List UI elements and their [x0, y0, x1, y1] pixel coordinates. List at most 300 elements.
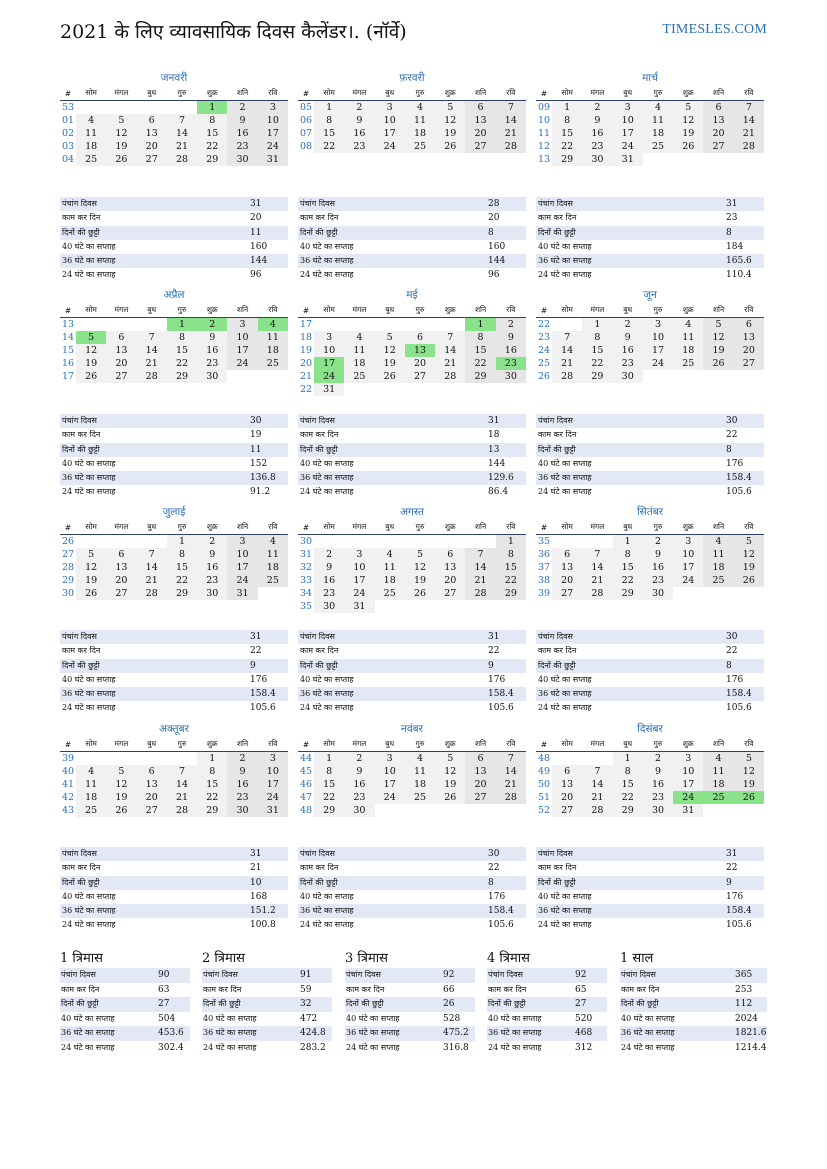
day-cell[interactable]: 12	[734, 548, 764, 561]
day-cell[interactable]: 8	[197, 765, 227, 778]
day-cell[interactable]: 15	[314, 127, 344, 140]
day-cell[interactable]: 5	[106, 114, 136, 127]
day-cell[interactable]: 16	[197, 344, 227, 357]
day-cell[interactable]: 21	[582, 574, 612, 587]
day-cell[interactable]: 21	[137, 574, 167, 587]
day-cell[interactable]: 19	[106, 140, 136, 153]
day-cell[interactable]: 13	[405, 344, 435, 357]
day-cell[interactable]: 9	[314, 561, 344, 574]
day-cell[interactable]: 19	[106, 791, 136, 804]
day-cell[interactable]: 31	[613, 153, 643, 166]
day-cell[interactable]: 23	[496, 357, 526, 370]
day-cell[interactable]: 7	[167, 765, 197, 778]
day-cell[interactable]: 6	[552, 548, 582, 561]
day-cell[interactable]: 24	[375, 140, 405, 153]
day-cell[interactable]: 8	[582, 331, 612, 344]
day-cell[interactable]: 23	[197, 357, 227, 370]
day-cell[interactable]: 18	[258, 344, 288, 357]
day-cell[interactable]: 10	[258, 114, 288, 127]
day-cell[interactable]: 11	[703, 765, 733, 778]
day-cell[interactable]: 15	[582, 344, 612, 357]
day-cell[interactable]: 13	[465, 765, 495, 778]
day-cell[interactable]: 21	[167, 140, 197, 153]
day-cell[interactable]: 10	[643, 331, 673, 344]
day-cell[interactable]: 14	[167, 127, 197, 140]
day-cell[interactable]: 1	[167, 535, 197, 549]
day-cell[interactable]: 17	[314, 357, 344, 370]
day-cell[interactable]: 22	[582, 357, 612, 370]
day-cell[interactable]: 17	[344, 574, 374, 587]
day-cell[interactable]: 18	[405, 778, 435, 791]
day-cell[interactable]: 26	[435, 140, 465, 153]
day-cell[interactable]: 11	[405, 114, 435, 127]
day-cell[interactable]: 14	[552, 344, 582, 357]
day-cell[interactable]: 16	[314, 574, 344, 587]
day-cell[interactable]: 1	[613, 535, 643, 549]
day-cell[interactable]: 16	[227, 778, 257, 791]
day-cell[interactable]: 19	[405, 574, 435, 587]
day-cell[interactable]: 29	[197, 804, 227, 817]
day-cell[interactable]: 10	[258, 765, 288, 778]
day-cell[interactable]: 5	[734, 752, 764, 766]
day-cell[interactable]: 5	[734, 535, 764, 549]
day-cell[interactable]: 8	[197, 114, 227, 127]
day-cell[interactable]: 13	[465, 114, 495, 127]
day-cell[interactable]: 12	[435, 114, 465, 127]
day-cell[interactable]: 25	[673, 357, 703, 370]
day-cell[interactable]: 8	[552, 114, 582, 127]
day-cell[interactable]: 24	[258, 140, 288, 153]
day-cell[interactable]: 19	[703, 344, 733, 357]
day-cell[interactable]: 14	[167, 778, 197, 791]
day-cell[interactable]: 6	[435, 548, 465, 561]
day-cell[interactable]: 3	[314, 331, 344, 344]
day-cell[interactable]: 1	[465, 318, 495, 332]
day-cell[interactable]: 9	[643, 548, 673, 561]
day-cell[interactable]: 18	[76, 140, 106, 153]
day-cell[interactable]: 14	[496, 765, 526, 778]
day-cell[interactable]: 11	[258, 331, 288, 344]
day-cell[interactable]: 14	[465, 561, 495, 574]
day-cell[interactable]: 10	[673, 548, 703, 561]
day-cell[interactable]: 20	[465, 778, 495, 791]
day-cell[interactable]: 12	[435, 765, 465, 778]
day-cell[interactable]: 24	[344, 587, 374, 600]
day-cell[interactable]: 27	[552, 587, 582, 600]
day-cell[interactable]: 11	[344, 344, 374, 357]
day-cell[interactable]: 14	[137, 561, 167, 574]
day-cell[interactable]: 7	[435, 331, 465, 344]
day-cell[interactable]: 28	[582, 804, 612, 817]
day-cell[interactable]: 5	[106, 765, 136, 778]
day-cell[interactable]: 12	[106, 778, 136, 791]
day-cell[interactable]: 6	[137, 765, 167, 778]
day-cell[interactable]: 6	[552, 765, 582, 778]
day-cell[interactable]: 25	[344, 370, 374, 383]
day-cell[interactable]: 30	[314, 600, 344, 613]
day-cell[interactable]: 9	[613, 331, 643, 344]
day-cell[interactable]: 16	[582, 127, 612, 140]
day-cell[interactable]: 26	[435, 791, 465, 804]
day-cell[interactable]: 18	[703, 778, 733, 791]
day-cell[interactable]: 13	[137, 127, 167, 140]
day-cell[interactable]: 31	[258, 153, 288, 166]
day-cell[interactable]: 4	[344, 331, 374, 344]
day-cell[interactable]: 15	[197, 127, 227, 140]
day-cell[interactable]: 20	[552, 791, 582, 804]
day-cell[interactable]: 7	[496, 752, 526, 766]
day-cell[interactable]: 18	[405, 127, 435, 140]
day-cell[interactable]: 9	[582, 114, 612, 127]
day-cell[interactable]: 29	[552, 153, 582, 166]
day-cell[interactable]: 1	[496, 535, 526, 549]
day-cell[interactable]: 17	[258, 127, 288, 140]
day-cell[interactable]: 24	[227, 357, 257, 370]
day-cell[interactable]: 26	[703, 357, 733, 370]
day-cell[interactable]: 21	[496, 778, 526, 791]
day-cell[interactable]: 27	[734, 357, 764, 370]
day-cell[interactable]: 31	[673, 804, 703, 817]
day-cell[interactable]: 27	[552, 804, 582, 817]
day-cell[interactable]: 15	[613, 561, 643, 574]
day-cell[interactable]: 12	[734, 765, 764, 778]
day-cell[interactable]: 30	[197, 370, 227, 383]
day-cell[interactable]: 26	[76, 370, 106, 383]
day-cell[interactable]: 21	[552, 357, 582, 370]
day-cell[interactable]: 12	[76, 344, 106, 357]
day-cell[interactable]: 10	[375, 114, 405, 127]
day-cell[interactable]: 6	[405, 331, 435, 344]
day-cell[interactable]: 24	[227, 574, 257, 587]
day-cell[interactable]: 7	[734, 101, 764, 115]
day-cell[interactable]: 11	[258, 548, 288, 561]
day-cell[interactable]: 18	[703, 561, 733, 574]
day-cell[interactable]: 10	[314, 344, 344, 357]
day-cell[interactable]: 11	[375, 561, 405, 574]
day-cell[interactable]: 27	[405, 370, 435, 383]
day-cell[interactable]: 28	[137, 370, 167, 383]
day-cell[interactable]: 3	[643, 318, 673, 332]
day-cell[interactable]: 8	[167, 331, 197, 344]
day-cell[interactable]: 17	[673, 561, 703, 574]
day-cell[interactable]: 24	[643, 357, 673, 370]
day-cell[interactable]: 10	[344, 561, 374, 574]
day-cell[interactable]: 13	[106, 561, 136, 574]
day-cell[interactable]: 16	[496, 344, 526, 357]
day-cell[interactable]: 9	[227, 765, 257, 778]
day-cell[interactable]: 25	[703, 791, 733, 804]
day-cell[interactable]: 19	[673, 127, 703, 140]
day-cell[interactable]: 30	[227, 153, 257, 166]
day-cell[interactable]: 16	[227, 127, 257, 140]
day-cell[interactable]: 22	[314, 140, 344, 153]
day-cell[interactable]: 10	[227, 331, 257, 344]
day-cell[interactable]: 10	[673, 765, 703, 778]
day-cell[interactable]: 10	[227, 548, 257, 561]
day-cell[interactable]: 15	[552, 127, 582, 140]
day-cell[interactable]: 4	[375, 548, 405, 561]
day-cell[interactable]: 14	[496, 114, 526, 127]
day-cell[interactable]: 8	[314, 765, 344, 778]
day-cell[interactable]: 22	[167, 357, 197, 370]
day-cell[interactable]: 8	[496, 548, 526, 561]
day-cell[interactable]: 5	[405, 548, 435, 561]
day-cell[interactable]: 15	[167, 561, 197, 574]
day-cell[interactable]: 26	[405, 587, 435, 600]
day-cell[interactable]: 19	[375, 357, 405, 370]
day-cell[interactable]: 9	[197, 548, 227, 561]
day-cell[interactable]: 5	[76, 548, 106, 561]
day-cell[interactable]: 23	[643, 791, 673, 804]
day-cell[interactable]: 29	[613, 804, 643, 817]
day-cell[interactable]: 18	[76, 791, 106, 804]
day-cell[interactable]: 18	[258, 561, 288, 574]
day-cell[interactable]: 20	[703, 127, 733, 140]
day-cell[interactable]: 19	[76, 357, 106, 370]
day-cell[interactable]: 22	[197, 791, 227, 804]
day-cell[interactable]: 21	[582, 791, 612, 804]
day-cell[interactable]: 24	[375, 791, 405, 804]
day-cell[interactable]: 4	[405, 101, 435, 115]
day-cell[interactable]: 17	[613, 127, 643, 140]
day-cell[interactable]: 14	[435, 344, 465, 357]
day-cell[interactable]: 30	[643, 804, 673, 817]
day-cell[interactable]: 7	[552, 331, 582, 344]
day-cell[interactable]: 30	[582, 153, 612, 166]
day-cell[interactable]: 31	[344, 600, 374, 613]
day-cell[interactable]: 28	[167, 153, 197, 166]
day-cell[interactable]: 1	[552, 101, 582, 115]
day-cell[interactable]: 28	[496, 791, 526, 804]
day-cell[interactable]: 4	[405, 752, 435, 766]
day-cell[interactable]: 3	[344, 548, 374, 561]
day-cell[interactable]: 1	[197, 101, 227, 115]
day-cell[interactable]: 11	[673, 331, 703, 344]
day-cell[interactable]: 22	[167, 574, 197, 587]
day-cell[interactable]: 19	[76, 574, 106, 587]
day-cell[interactable]: 9	[643, 765, 673, 778]
day-cell[interactable]: 29	[197, 153, 227, 166]
day-cell[interactable]: 13	[552, 561, 582, 574]
day-cell[interactable]: 23	[344, 140, 374, 153]
day-cell[interactable]: 20	[106, 357, 136, 370]
day-cell[interactable]: 2	[197, 535, 227, 549]
day-cell[interactable]: 12	[703, 331, 733, 344]
day-cell[interactable]: 19	[734, 561, 764, 574]
day-cell[interactable]: 11	[643, 114, 673, 127]
day-cell[interactable]: 28	[582, 587, 612, 600]
day-cell[interactable]: 1	[613, 752, 643, 766]
day-cell[interactable]: 16	[613, 344, 643, 357]
day-cell[interactable]: 28	[167, 804, 197, 817]
day-cell[interactable]: 30	[613, 370, 643, 383]
day-cell[interactable]: 20	[106, 574, 136, 587]
day-cell[interactable]: 8	[613, 548, 643, 561]
day-cell[interactable]: 29	[613, 587, 643, 600]
day-cell[interactable]: 2	[344, 101, 374, 115]
day-cell[interactable]: 25	[76, 804, 106, 817]
day-cell[interactable]: 21	[435, 357, 465, 370]
day-cell[interactable]: 21	[734, 127, 764, 140]
day-cell[interactable]: 5	[703, 318, 733, 332]
day-cell[interactable]: 13	[106, 344, 136, 357]
day-cell[interactable]: 21	[167, 791, 197, 804]
day-cell[interactable]: 21	[137, 357, 167, 370]
day-cell[interactable]: 26	[673, 140, 703, 153]
day-cell[interactable]: 10	[375, 765, 405, 778]
day-cell[interactable]: 14	[137, 344, 167, 357]
day-cell[interactable]: 5	[375, 331, 405, 344]
day-cell[interactable]: 6	[703, 101, 733, 115]
day-cell[interactable]: 24	[673, 574, 703, 587]
day-cell[interactable]: 27	[435, 587, 465, 600]
day-cell[interactable]: 8	[613, 765, 643, 778]
day-cell[interactable]: 21	[496, 127, 526, 140]
day-cell[interactable]: 15	[314, 778, 344, 791]
day-cell[interactable]: 7	[582, 765, 612, 778]
day-cell[interactable]: 14	[734, 114, 764, 127]
day-cell[interactable]: 7	[582, 548, 612, 561]
day-cell[interactable]: 3	[258, 752, 288, 766]
day-cell[interactable]: 2	[227, 101, 257, 115]
day-cell[interactable]: 23	[227, 791, 257, 804]
day-cell[interactable]: 25	[258, 574, 288, 587]
day-cell[interactable]: 6	[734, 318, 764, 332]
day-cell[interactable]: 17	[375, 127, 405, 140]
day-cell[interactable]: 5	[76, 331, 106, 344]
day-cell[interactable]: 1	[314, 101, 344, 115]
day-cell[interactable]: 19	[734, 778, 764, 791]
day-cell[interactable]: 9	[496, 331, 526, 344]
day-cell[interactable]: 4	[258, 535, 288, 549]
day-cell[interactable]: 12	[405, 561, 435, 574]
day-cell[interactable]: 5	[435, 752, 465, 766]
day-cell[interactable]: 13	[552, 778, 582, 791]
day-cell[interactable]: 18	[673, 344, 703, 357]
day-cell[interactable]: 2	[582, 101, 612, 115]
day-cell[interactable]: 25	[643, 140, 673, 153]
day-cell[interactable]: 6	[137, 114, 167, 127]
day-cell[interactable]: 17	[258, 778, 288, 791]
day-cell[interactable]: 5	[435, 101, 465, 115]
day-cell[interactable]: 25	[703, 574, 733, 587]
day-cell[interactable]: 27	[137, 153, 167, 166]
day-cell[interactable]: 7	[137, 548, 167, 561]
day-cell[interactable]: 20	[137, 791, 167, 804]
day-cell[interactable]: 27	[106, 370, 136, 383]
day-cell[interactable]: 16	[643, 778, 673, 791]
day-cell[interactable]: 25	[258, 357, 288, 370]
day-cell[interactable]: 15	[167, 344, 197, 357]
day-cell[interactable]: 28	[496, 140, 526, 153]
day-cell[interactable]: 18	[344, 357, 374, 370]
day-cell[interactable]: 28	[552, 370, 582, 383]
day-cell[interactable]: 4	[76, 114, 106, 127]
day-cell[interactable]: 23	[582, 140, 612, 153]
day-cell[interactable]: 4	[703, 535, 733, 549]
day-cell[interactable]: 27	[703, 140, 733, 153]
day-cell[interactable]: 1	[582, 318, 612, 332]
day-cell[interactable]: 4	[76, 765, 106, 778]
day-cell[interactable]: 26	[734, 574, 764, 587]
day-cell[interactable]: 22	[613, 791, 643, 804]
day-cell[interactable]: 14	[582, 778, 612, 791]
day-cell[interactable]: 15	[465, 344, 495, 357]
day-cell[interactable]: 8	[465, 331, 495, 344]
day-cell[interactable]: 4	[673, 318, 703, 332]
day-cell[interactable]: 10	[613, 114, 643, 127]
day-cell[interactable]: 24	[258, 791, 288, 804]
day-cell[interactable]: 5	[673, 101, 703, 115]
day-cell[interactable]: 3	[375, 101, 405, 115]
day-cell[interactable]: 22	[496, 574, 526, 587]
day-cell[interactable]: 17	[673, 778, 703, 791]
day-cell[interactable]: 4	[258, 318, 288, 332]
day-cell[interactable]: 23	[344, 791, 374, 804]
day-cell[interactable]: 3	[375, 752, 405, 766]
day-cell[interactable]: 29	[582, 370, 612, 383]
day-cell[interactable]: 12	[76, 561, 106, 574]
day-cell[interactable]: 15	[613, 778, 643, 791]
day-cell[interactable]: 8	[314, 114, 344, 127]
day-cell[interactable]: 24	[673, 791, 703, 804]
day-cell[interactable]: 12	[106, 127, 136, 140]
day-cell[interactable]: 4	[643, 101, 673, 115]
day-cell[interactable]: 20	[405, 357, 435, 370]
day-cell[interactable]: 29	[465, 370, 495, 383]
day-cell[interactable]: 22	[314, 791, 344, 804]
day-cell[interactable]: 29	[496, 587, 526, 600]
day-cell[interactable]: 3	[613, 101, 643, 115]
day-cell[interactable]: 26	[106, 153, 136, 166]
day-cell[interactable]: 16	[643, 561, 673, 574]
day-cell[interactable]: 31	[258, 804, 288, 817]
day-cell[interactable]: 11	[76, 127, 106, 140]
day-cell[interactable]: 30	[643, 587, 673, 600]
day-cell[interactable]: 1	[167, 318, 197, 332]
day-cell[interactable]: 13	[435, 561, 465, 574]
day-cell[interactable]: 26	[734, 791, 764, 804]
day-cell[interactable]: 2	[344, 752, 374, 766]
day-cell[interactable]: 16	[344, 127, 374, 140]
day-cell[interactable]: 9	[344, 765, 374, 778]
day-cell[interactable]: 11	[405, 765, 435, 778]
day-cell[interactable]: 4	[703, 752, 733, 766]
day-cell[interactable]: 1	[314, 752, 344, 766]
day-cell[interactable]: 16	[197, 561, 227, 574]
day-cell[interactable]: 27	[137, 804, 167, 817]
day-cell[interactable]: 9	[344, 114, 374, 127]
day-cell[interactable]: 23	[613, 357, 643, 370]
day-cell[interactable]: 8	[167, 548, 197, 561]
day-cell[interactable]: 7	[465, 548, 495, 561]
day-cell[interactable]: 6	[465, 752, 495, 766]
day-cell[interactable]: 3	[673, 535, 703, 549]
day-cell[interactable]: 1	[197, 752, 227, 766]
day-cell[interactable]: 27	[106, 587, 136, 600]
day-cell[interactable]: 24	[613, 140, 643, 153]
day-cell[interactable]: 2	[643, 752, 673, 766]
day-cell[interactable]: 6	[465, 101, 495, 115]
day-cell[interactable]: 25	[405, 791, 435, 804]
day-cell[interactable]: 17	[375, 778, 405, 791]
day-cell[interactable]: 20	[465, 127, 495, 140]
day-cell[interactable]: 20	[734, 344, 764, 357]
day-cell[interactable]: 31	[227, 587, 257, 600]
day-cell[interactable]: 28	[137, 587, 167, 600]
day-cell[interactable]: 3	[673, 752, 703, 766]
day-cell[interactable]: 18	[643, 127, 673, 140]
